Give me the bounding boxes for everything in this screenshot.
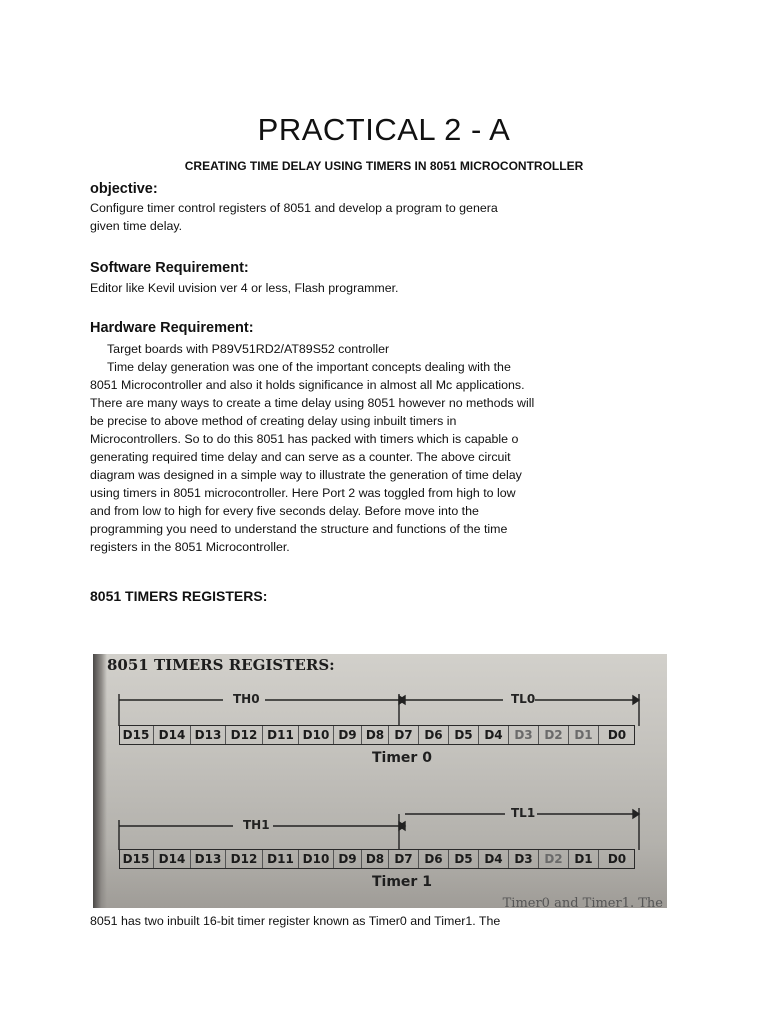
- bit-cell: D2: [539, 725, 569, 745]
- bit-cell: D3: [509, 849, 539, 869]
- software-heading: Software Requirement:: [90, 260, 249, 276]
- bit-cell: D10: [299, 725, 334, 745]
- timer1-label: Timer 1: [372, 874, 432, 890]
- objective-heading: objective:: [90, 181, 158, 197]
- objective-line: Configure timer control registers of 8051 and develop a program to genera: [90, 201, 498, 215]
- hardware-heading: Hardware Requirement:: [90, 320, 254, 336]
- bit-cell: D14: [154, 849, 191, 869]
- bit-cell: D13: [191, 725, 226, 745]
- timers-registers-heading: 8051 TIMERS REGISTERS:: [90, 588, 268, 604]
- th1-label: TH1: [243, 818, 270, 832]
- tl0-label: TL0: [511, 692, 536, 706]
- bit-cell: D8: [362, 725, 389, 745]
- hardware-line: be precise to above method of creating delay using inbuilt timers in: [90, 414, 457, 428]
- bit-cell: D6: [419, 849, 449, 869]
- bit-cell: D5: [449, 849, 479, 869]
- bit-cell: D9: [334, 725, 362, 745]
- bit-cell: D8: [362, 849, 389, 869]
- bit-cell: D7: [389, 725, 419, 745]
- bit-cell: D2: [539, 849, 569, 869]
- timer1-register-row: [119, 849, 635, 869]
- bit-cell: D10: [299, 849, 334, 869]
- hardware-line: 8051 Microcontroller and also it holds significance in almost all Mc applications.: [90, 378, 525, 392]
- tl1-label: TL1: [511, 806, 536, 820]
- timer0-label: Timer 0: [372, 750, 432, 766]
- bit-cell: D6: [419, 725, 449, 745]
- bit-cell: D12: [226, 725, 263, 745]
- objective-line: given time delay.: [90, 219, 183, 233]
- th0-label: TH0: [233, 692, 260, 706]
- timer0-register-row: [119, 725, 635, 745]
- timer-registers-diagram-photo: [93, 654, 667, 908]
- diagram-title: 8051 TIMERS REGISTERS:: [107, 656, 335, 674]
- photo-overflow-text: Timer0 and Timer1. The: [502, 896, 663, 908]
- bit-cell: D0: [607, 728, 627, 742]
- bit-cell: D4: [479, 725, 509, 745]
- page-title: PRACTICAL 2 - A: [257, 112, 511, 147]
- hardware-line: Time delay generation was one of the important concepts dealing with the: [90, 360, 511, 374]
- hardware-line: Target boards with P89V51RD2/AT89S52 controller: [90, 342, 390, 356]
- hardware-line: and from low to high for every five seconds delay. Before move into the: [90, 504, 479, 518]
- bit-cell: D1: [569, 849, 599, 869]
- bit-cell: D7: [389, 849, 419, 869]
- bit-cell: D9: [334, 849, 362, 869]
- bit-cell: D4: [479, 849, 509, 869]
- software-line: Editor like Kevil uvision ver 4 or less, Flash programmer.: [90, 281, 399, 295]
- hardware-line: programming you need to understand the structure and functions of the time: [90, 522, 508, 536]
- bracket-arrows: [93, 654, 667, 908]
- bit-cell: D1: [569, 725, 599, 745]
- bit-cell: D15: [119, 849, 154, 869]
- footer-line: 8051 has two inbuilt 16-bit timer register known as Timer0 and Timer1. The: [90, 914, 501, 928]
- hardware-line: Microcontrollers. So to do this 8051 has packed with timers which is capable o: [90, 432, 519, 446]
- hardware-line: There are many ways to create a time delay using 8051 however no methods will: [90, 396, 535, 410]
- bit-cell: D13: [191, 849, 226, 869]
- bit-cell: D5: [449, 725, 479, 745]
- bit-cell: D3: [509, 725, 539, 745]
- bit-cell: D0: [607, 852, 627, 866]
- hardware-line: registers in the 8051 Microcontroller.: [90, 540, 290, 554]
- hardware-line: diagram was designed in a simple way to illustrate the generation of time delay: [90, 468, 522, 482]
- page-subtitle: CREATING TIME DELAY USING TIMERS IN 8051 MICROCONTROLLER: [184, 159, 584, 173]
- bit-cell: D11: [263, 849, 299, 869]
- bit-cell: D14: [154, 725, 191, 745]
- bit-cell: D15: [119, 725, 154, 745]
- hardware-line: generating required time delay and can serve as a counter. The above circuit: [90, 450, 511, 464]
- hardware-line: using timers in 8051 microcontroller. Here Port 2 was toggled from high to low: [90, 486, 516, 500]
- bit-cell: D11: [263, 725, 299, 745]
- bit-cell: D12: [226, 849, 263, 869]
